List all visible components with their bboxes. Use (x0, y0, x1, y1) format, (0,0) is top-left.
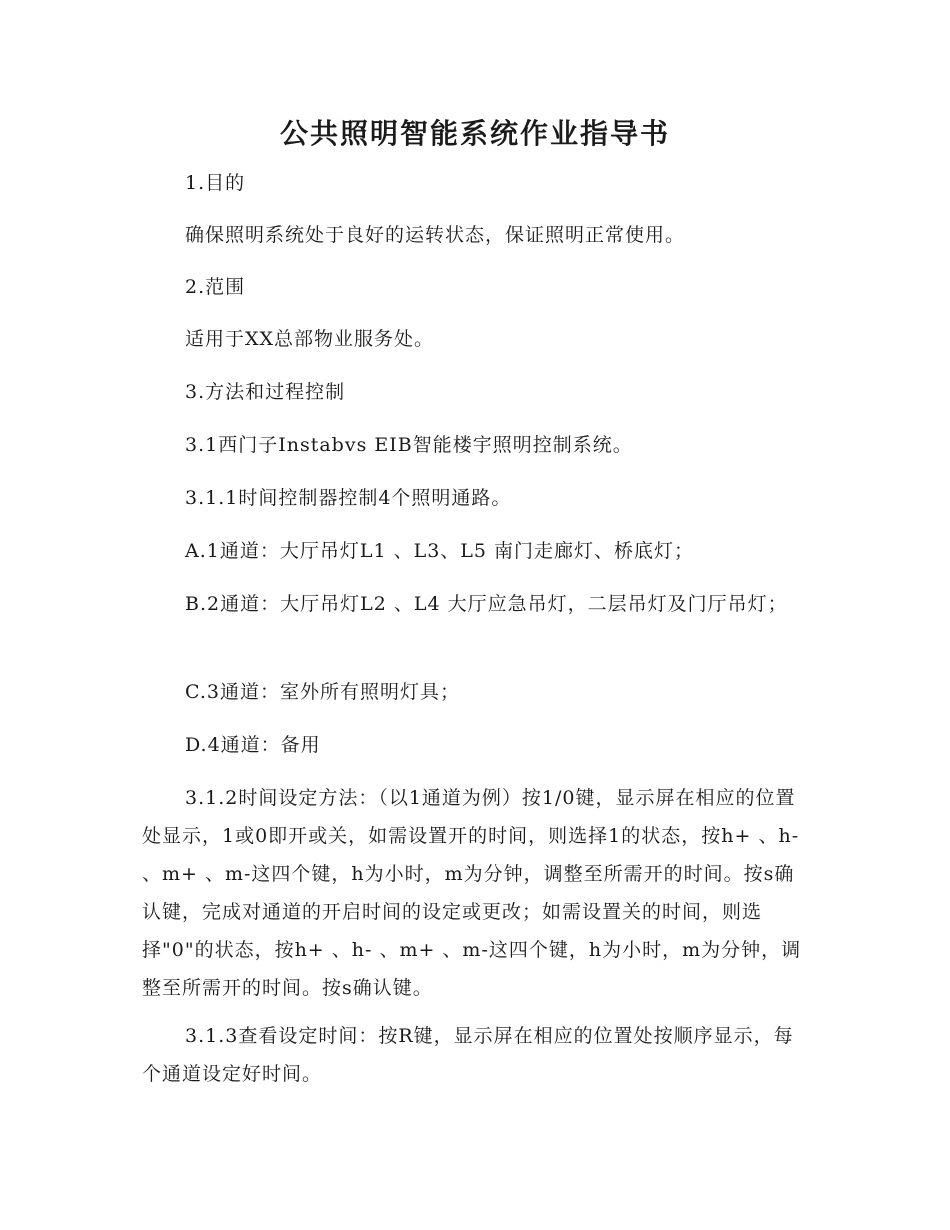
channel-a: A.1通道：大厅吊灯L1 、L3、L5 南门走廊灯、桥底灯； (185, 540, 695, 562)
channel-c: C.3通道：室外所有照明灯具； (185, 681, 460, 703)
section-3-1: 3.1西门子Instabvs EIB智能楼宇照明控制系统。 (185, 434, 633, 456)
heading-purpose: 1.目的 (185, 172, 246, 194)
channel-b: B.2通道：大厅吊灯L2 、L4 大厅应急吊灯，二层吊灯及门厅吊灯； (185, 593, 788, 615)
document-title: 公共照明智能系统作业指导书 (279, 117, 670, 150)
paragraph-scope: 适用于XX总部物业服务处。 (185, 328, 435, 350)
heading-scope: 2.范围 (185, 276, 246, 298)
section-3-1-1: 3.1.1时间控制器控制4个照明通路。 (185, 487, 512, 509)
heading-method: 3.方法和过程控制 (185, 381, 346, 403)
paragraph-purpose: 确保照明系统处于良好的运转状态，保证照明正常使用。 (185, 224, 686, 246)
section-3-1-3: 3.1.3查看设定时间：按R键，显示屏在相应的位置处按顺序显示，每个通道设定好时间。 (142, 1025, 794, 1085)
section-3-1-2: 3.1.2时间设定方法：（以1通道为例）按1/0键，显示屏在相应的位置处显示，1或0即开或关，如需设置开的时间，则选择1的状态，按h+ 、h- 、m+ 、m-这四个键，h为小时，m为分钟，调整至所需开的时间。按s确认键，完成对通道的开启时间的设定或更改；如需设置关的时间，则选择"0"的状态，按h+ 、h- 、m+ 、m-这四个键，h为小时，m为分钟，调整至所需开的时间。按s确认键。 (142, 787, 802, 999)
channel-d: D.4通道：备用 (185, 734, 321, 756)
